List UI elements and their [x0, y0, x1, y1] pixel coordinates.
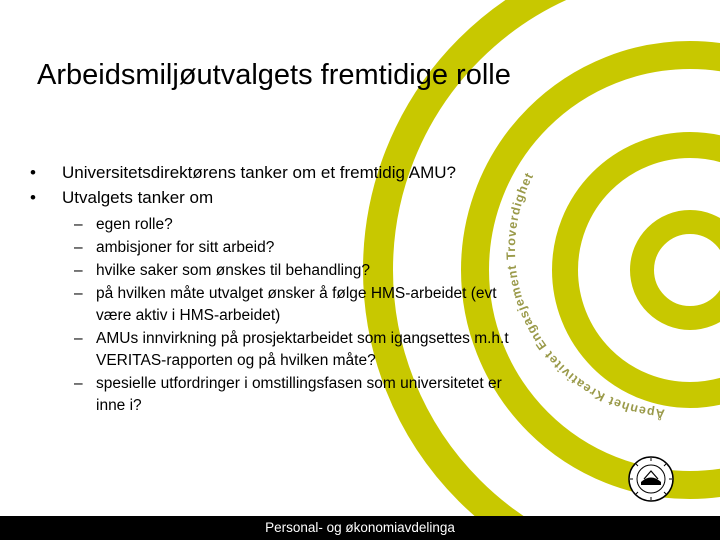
- sub-bullet-item: [64, 283, 588, 327]
- dash-marker: –: [74, 216, 83, 233]
- sub-bullet-item: [64, 373, 588, 417]
- sub-bullet-line: være aktiv i HMS-arbeidet): [96, 307, 281, 324]
- bullet-item-1: [28, 160, 588, 185]
- sub-bullet-item: [64, 237, 588, 259]
- sub-bullet-line: ambisjoner for sitt arbeid?: [96, 239, 275, 256]
- dash-marker: –: [74, 375, 83, 392]
- values-arc-textpath: Åpenhet Kreativitet Engasjement Troverdighet: [503, 169, 666, 421]
- sub-bullet-line: AMUs innvirkning på prosjektarbeidet som igangsettes m.h.t: [96, 330, 509, 347]
- sub-bullet-line: hvilke saker som ønskes til behandling?: [96, 262, 370, 279]
- bullet-text: Utvalgets tanker om: [62, 188, 214, 207]
- sub-bullet-item: [64, 260, 588, 282]
- sub-bullet-item: [64, 328, 588, 372]
- dash-marker: –: [74, 330, 83, 347]
- slide-content: [28, 160, 588, 418]
- bullet-item-2: [28, 185, 588, 210]
- dash-marker: –: [74, 239, 83, 256]
- slide-title: Arbeidsmiljøutvalgets fremtidige rolle: [37, 59, 511, 91]
- sub-bullet-item: [64, 214, 588, 236]
- sub-bullet-line: spesielle utfordringer i omstillingsfasen som universitetet er: [96, 375, 502, 392]
- university-seal-logo: [627, 455, 675, 503]
- dash-marker: –: [74, 285, 83, 302]
- bullet-marker: •: [30, 163, 36, 182]
- sub-bullet-line: egen rolle?: [96, 216, 173, 233]
- sub-bullet-line: VERITAS-rapporten og på hvilken måte?: [96, 352, 376, 369]
- dash-marker: –: [74, 262, 83, 279]
- sub-bullet-list: [28, 214, 588, 417]
- sub-bullet-line: på hvilken måte utvalget ønsker å følge HMS-arbeidet (evt: [96, 285, 497, 302]
- bullet-marker: •: [30, 188, 36, 207]
- footer-text: Personal- og økonomiavdelinga: [265, 520, 455, 535]
- bullet-text: Universitetsdirektørens tanker om et fremtidig AMU?: [62, 163, 456, 182]
- sub-bullet-line: inne i?: [96, 397, 142, 414]
- footer-bar: [0, 516, 720, 540]
